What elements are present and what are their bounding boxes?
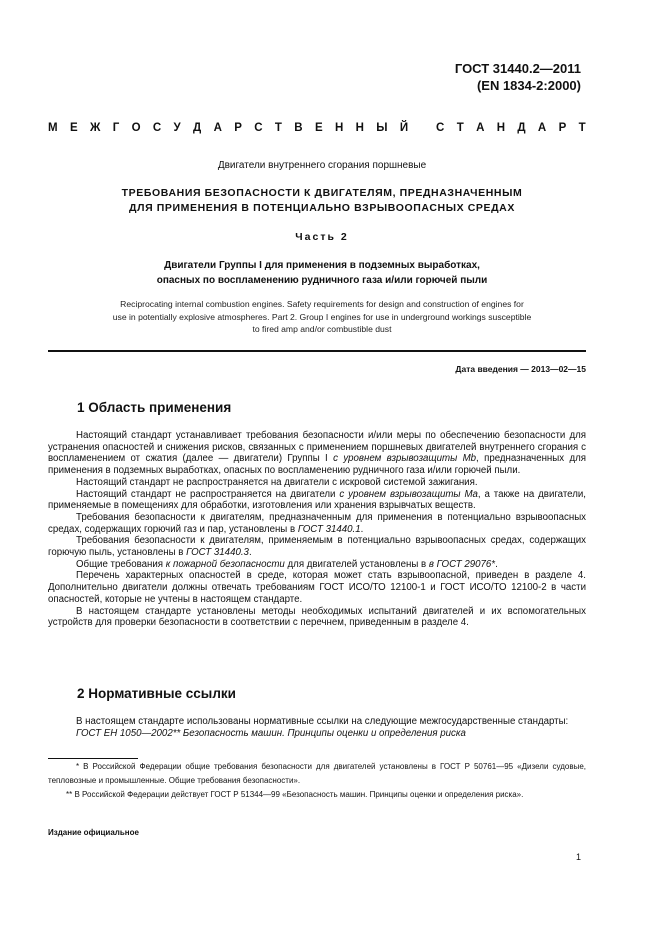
section-2-heading: 2 Нормативные ссылки [77, 686, 236, 701]
paragraph: Перечень характерных опасностей в среде, которая может стать взрывоопасной, приведен в разделе 4. Дополнительно двигатели должны отвечать требованиям ГОСТ ИСО/ТО 12100-1 и ГОСТ ИСО/ТО 12100-2 в части опасностей, которые не учтены в настоящем стандарте. [48, 570, 586, 605]
banner-letter: Е [314, 122, 323, 134]
introduction-date: Дата введения — 2013—02—15 [455, 364, 586, 374]
banner-letter: Й [399, 122, 409, 134]
banner-letter: А [213, 122, 222, 134]
banner-letter: Н [355, 122, 364, 134]
banner-letter: О [131, 122, 141, 134]
en-equivalent: (EN 1834-2:2000) [476, 78, 581, 93]
title-divider [48, 350, 586, 352]
banner-letter: Р [558, 122, 567, 134]
standard-title-line-1: ТРЕБОВАНИЯ БЕЗОПАСНОСТИ К ДВИГАТЕЛЯМ, ПРЕДНАЗНАЧЕННЫМ [121, 187, 523, 199]
banner-letter [420, 122, 423, 134]
banner-letter: Т [274, 122, 282, 134]
document-designation [455, 60, 581, 94]
part-label: Часть 2 [295, 231, 349, 243]
paragraph: В настоящем стандарте установлены методы необходимых испытаний двигателей и их вспомогательных устройств для проверки безопасности в соответствии с перечнем, приведенным в разделе 4. [48, 605, 586, 629]
standard-title [48, 186, 596, 216]
paragraph: В настоящем стандарте использованы нормативные ссылки на следующие межгосударственные стандарты: [76, 716, 569, 727]
banner-letter: Т [578, 122, 586, 134]
paragraph: Общие требования к пожарной безопасности для двигателей установлены в в ГОСТ 29076*. [76, 558, 498, 570]
english-title [48, 298, 596, 336]
paragraph: Требования безопасности к двигателям, применяемым в потенциально взрывоопасных средах, содержащих горючую пыль, установлены в ГОСТ 31440.3. [48, 535, 586, 559]
section-1-heading: 1 Область применения [77, 400, 232, 415]
paragraph: Требования безопасности к двигателям, предназначенным для применения в потенциально взрывоопасных средах, содержащих горючий газ и пар, установлены в ГОСТ 31440.1. [48, 511, 586, 535]
banner-letter: Ы [376, 122, 388, 134]
banner-letter: Н [334, 122, 344, 134]
standard-subject: Двигатели внутреннего сгорания поршневые [217, 160, 427, 171]
part-title-line-2: опасных по воспламенению рудничного газа и/или горючей пыли [156, 275, 488, 286]
footnote-divider [48, 758, 138, 759]
paragraph: Настоящий стандарт не распространяется на двигатели с уровнем взрывозащиты Ma, а также на двигатели, применяемые в помещениях для обработки, изготовления или хранения взрывчатых веществ. [48, 488, 587, 512]
english-title-line-2: use in potentially explosive atmospheres. Part 2. Group I engines for use in underground workings susceptible [112, 311, 532, 322]
banner-letter: Г [112, 122, 120, 134]
normative-reference: ГОСТ ЕН 1050—2002** Безопасность машин. Принципы оценки и определения риска [76, 727, 466, 739]
footnote: ** В Российской Федерации действует ГОСТ Р 51344—99 «Безопасность машин. Принципы оценки и определения риска». [66, 790, 524, 799]
section-1-body [48, 430, 586, 629]
banner-letter: С [254, 122, 263, 134]
banner-letter: А [476, 122, 485, 134]
banner-letter: Т [456, 122, 464, 134]
banner-letter: С [152, 122, 162, 134]
banner-letter: Н [496, 122, 506, 134]
banner-letter: Д [193, 122, 202, 134]
banner-letter: Е [69, 122, 78, 134]
section-2-body [48, 716, 586, 739]
footnote: * В Российской Федерации общие требования безопасности для двигателей установлены в ГОСТ Р 50761—95 «Дизели судовые, тепловозные и промышленные. Общие требования безопасности». [48, 762, 586, 785]
english-title-line-3: to fired amp and/or combustible dust [252, 324, 392, 334]
banner-letter: Ж [89, 122, 101, 134]
part-title [48, 258, 596, 288]
standard-title-line-2: ДЛЯ ПРИМЕНЕНИЯ В ПОТЕНЦИАЛЬНО ВЗРЫВООПАСНЫХ СРЕДАХ [129, 202, 515, 214]
gost-number: ГОСТ 31440.2—2011 [454, 61, 581, 76]
banner-letter: Р [234, 122, 242, 134]
interstate-standard-banner [48, 122, 586, 134]
paragraph: Настоящий стандарт не распространяется на двигатели с искровой системой зажигания. [76, 476, 478, 488]
banner-letter: В [294, 122, 303, 134]
banner-letter: М [48, 122, 58, 134]
banner-letter: Д [517, 122, 526, 134]
footnotes [48, 760, 586, 802]
banner-letter: С [436, 122, 445, 134]
edition-label: Издание официальное [48, 828, 139, 837]
banner-letter: У [173, 122, 181, 134]
paragraph: Настоящий стандарт устанавливает требования безопасности и/или меры по обеспечению безопасности для устранения опасностей и снижения рисков, связанных с применением поршневых двигателей внутреннего сгорания с воспламенением от сжатия (далее — двигатели) Группы I с уровнем взрывозащиты Mb, предназначенных для применения в подземных выработках, опасных по воспламенению рудничного газа и/или горючей пыли. [48, 430, 586, 477]
page-number: 1 [575, 852, 581, 862]
banner-letter: А [537, 122, 547, 134]
english-title-line-1: Reciprocating internal combustion engines. Safety requirements for design and construction of engines for [120, 299, 524, 309]
part-title-line-1: Двигатели Группы I для применения в подземных выработках, [164, 260, 480, 271]
